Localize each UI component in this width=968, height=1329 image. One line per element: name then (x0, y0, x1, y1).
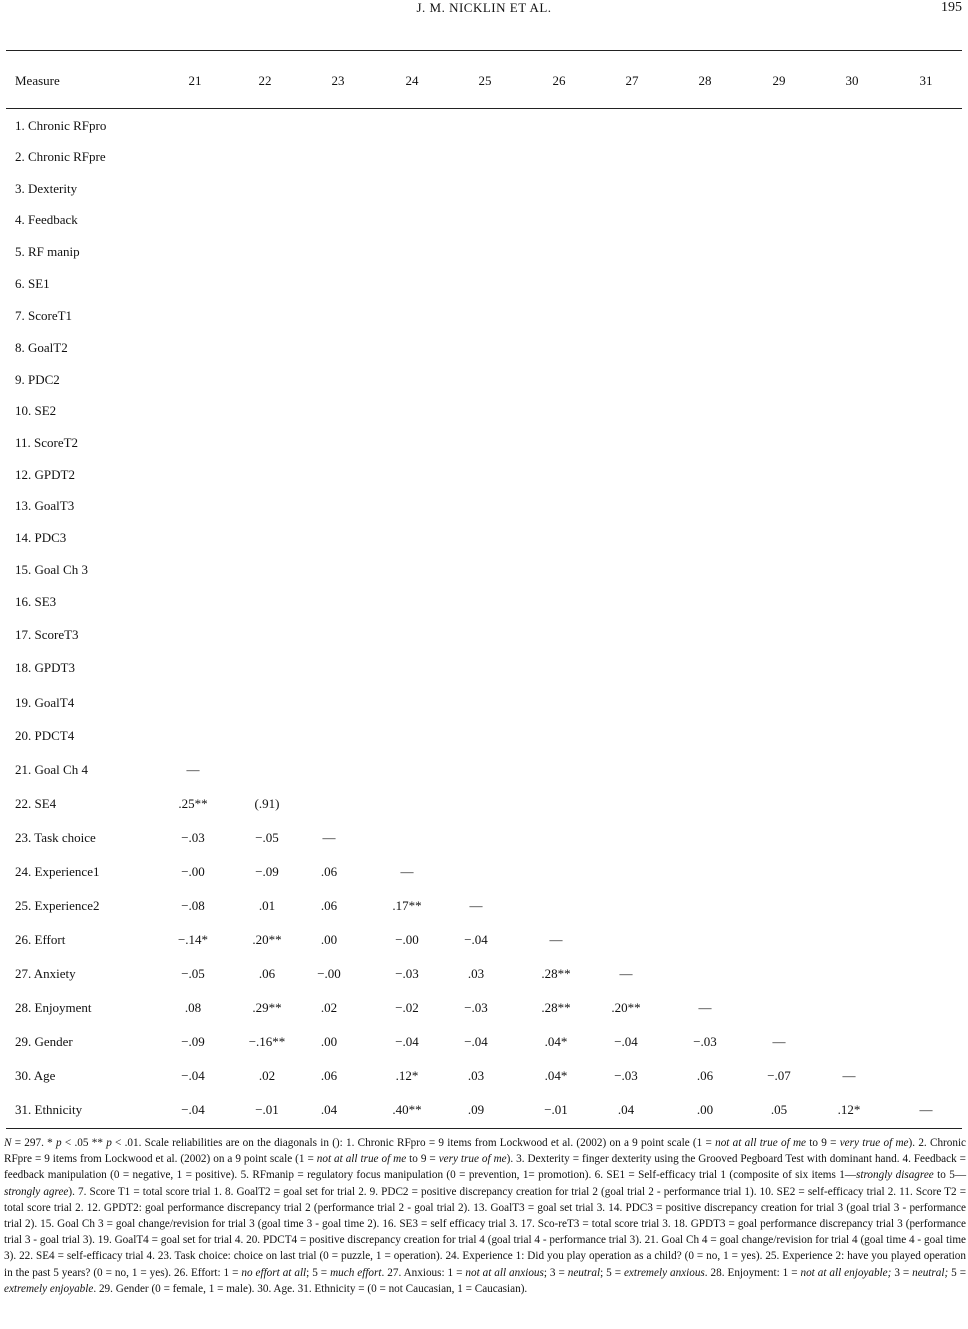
row-label: 16. SE3 (15, 594, 57, 609)
column-header-21: 21 (188, 73, 202, 88)
note-italic-text: very true of me (438, 1153, 507, 1166)
table-cell: −.16** (248, 1034, 286, 1049)
row-label: 11. ScoreT2 (15, 435, 79, 450)
note-text: < .01. Scale reliabilities are on the diagonals in (): 1. Chronic RFpro = 9 items from Lockwood et al. (2002) on a 9 point scale (1 = (111, 1137, 716, 1149)
table-cell: .20** (252, 932, 282, 947)
row-label: 27. Anxiety (15, 966, 76, 981)
note-italic-text: N (4, 1137, 12, 1149)
table-cell: — (772, 1034, 786, 1049)
table-cell: −.04 (181, 1102, 205, 1117)
row-label: 22. SE4 (15, 796, 57, 811)
note-italic-text: not at all enjoyable; (800, 1266, 892, 1279)
table-cell: −.03 (693, 1034, 717, 1049)
column-header-23: 23 (331, 73, 345, 88)
table-cell: .03 (467, 966, 485, 981)
table-cell: .02 (320, 1000, 338, 1015)
table-bottom-rule (6, 1128, 962, 1129)
table-cell: — (842, 1068, 856, 1083)
table-cell: .01 (258, 898, 276, 913)
table-cell: .06 (320, 864, 338, 879)
table-cell: — (469, 898, 483, 913)
table-cell: −.05 (181, 966, 205, 981)
note-italic-text: not at all true of me (316, 1153, 407, 1166)
row-label: 31. Ethnicity (15, 1102, 83, 1117)
table-cell: .05 (770, 1102, 788, 1117)
table-cell: .04* (544, 1068, 568, 1083)
table-head-rule (6, 108, 962, 109)
column-header-29: 29 (772, 73, 786, 88)
note-text: < .05 ** (61, 1137, 107, 1149)
table-note (4, 1135, 966, 1297)
column-header-28: 28 (698, 73, 712, 88)
table-cell: −.04 (464, 932, 488, 947)
row-label: 18. GPDT3 (15, 660, 75, 675)
table-cell: .28** (541, 1000, 571, 1015)
table-cell: — (322, 830, 336, 845)
column-header-30: 30 (845, 73, 859, 88)
table-cell: −.01 (255, 1102, 279, 1117)
table-cell: .28** (541, 966, 571, 981)
row-label: 24. Experience1 (15, 864, 100, 879)
note-italic-text: strongly disagree (856, 1169, 934, 1182)
column-header-31: 31 (919, 73, 933, 88)
note-italic-text: neutral; (912, 1266, 949, 1279)
row-label: 1. Chronic RFpro (15, 118, 107, 133)
note-text: ; 5 = (600, 1266, 624, 1279)
row-label: 9. PDC2 (15, 372, 60, 387)
table-cell: .00 (320, 932, 338, 947)
row-label: 29. Gender (15, 1034, 73, 1049)
row-label: 14. PDC3 (15, 530, 67, 545)
table-cell: .04 (617, 1102, 635, 1117)
row-label: 15. Goal Ch 3 (15, 562, 88, 577)
column-header-26: 26 (552, 73, 566, 88)
table-cell: .06 (320, 1068, 338, 1083)
table-cell: .17** (392, 898, 422, 913)
row-label: 20. PDCT4 (15, 728, 75, 743)
table-cell: (.91) (254, 796, 280, 811)
table-cell: .06 (696, 1068, 714, 1083)
row-label: 4. Feedback (15, 212, 78, 227)
note-text: 3 = (891, 1266, 913, 1279)
note-text: = 297. * (11, 1137, 57, 1149)
row-label: 8. GoalT2 (15, 340, 68, 355)
note-text: . 29. Gender (0 = female, 1 = male). 30. Age. 31. Ethnicity = (0 = not Caucasian, 1 = Caucasian). (93, 1282, 528, 1295)
table-cell: .40** (392, 1102, 422, 1117)
note-italic-text: not at all anxious (465, 1266, 544, 1279)
table-cell: −.03 (464, 1000, 488, 1015)
note-italic-text: much effort (330, 1266, 382, 1279)
column-header-24: 24 (405, 73, 419, 88)
note-text: to 5— (933, 1169, 967, 1182)
row-label: 19. GoalT4 (15, 695, 75, 710)
measure-column-header: Measure (15, 73, 60, 88)
table-cell: −.02 (395, 1000, 419, 1015)
table-cell: .12* (395, 1068, 419, 1083)
row-label: 21. Goal Ch 4 (15, 762, 88, 777)
note-text: ; 3 = (543, 1266, 568, 1279)
note-italic-text: p (56, 1137, 62, 1149)
table-cell: −.07 (767, 1068, 791, 1083)
table-cell: .09 (467, 1102, 485, 1117)
table-cell: — (919, 1102, 933, 1117)
table-top-rule (6, 50, 962, 51)
table-cell: −.03 (181, 830, 205, 845)
table-cell: −.09 (255, 864, 279, 879)
column-header-27: 27 (625, 73, 639, 88)
table-cell: — (619, 966, 633, 981)
row-label: 12. GPDT2 (15, 467, 75, 482)
note-italic-text: p (106, 1137, 112, 1149)
note-text: to 9 = (806, 1137, 840, 1149)
note-text: ). 2. Chronic RFpre = 9 items from Lockwood et al. (2002) on a 9 point scale (1 = (4, 1137, 967, 1166)
table-cell: .00 (320, 1034, 338, 1049)
note-italic-text: very true of me (839, 1137, 909, 1149)
table-cell: −.05 (255, 830, 279, 845)
table-cell: .06 (320, 898, 338, 913)
table-cell: .06 (258, 966, 276, 981)
note-italic-text: not at all true of me (715, 1137, 807, 1149)
table-cell: — (698, 1000, 712, 1015)
table-cell: −.01 (544, 1102, 568, 1117)
table-cell: −.00 (395, 932, 419, 947)
note-italic-text: strongly agree (4, 1185, 69, 1198)
table-cell: — (186, 762, 200, 777)
table-cell: −.04 (464, 1034, 488, 1049)
table-cell: .12* (837, 1102, 861, 1117)
table-cell: −.08 (181, 898, 205, 913)
note-text: ). 7. Score T1 = total score trial 1. 8. GoalT2 = goal set for trial 2. 9. PDC2 = positive discrepancy creation for trial 2 (goal trial 2 - performance trial 1). 10. SE2 = self-efficacy trial 2. 11. Score T2 = total score trial 2. 12. GPDT2: goal performance discrepancy trial 2 (performance trial 2 - goal trial 2). 13. GoalT3 = goal set trial 3. 14. PDC3 = positive discrepancy creation for trial 3 (goal trial 3 - performance trial 2). 15. Goal Ch 3 = goal change/revision for trial 3 (goal time 3 - goal time 2). 16. SE3 = self efficacy trial 3. 17. Sco-reT3 = total score trial 3. 18. GPDT3 = goal performance discrepancy trial 3 (performance trial 3 - goal trial 3). 19. GoalT4 = goal set for trial 4. 20. PDCT4 = positive discrepancy creation for trial 4 (goal trial 4 - performance trial 3). 21. Goal Ch 4 = goal change/revision for trial 4 (goal time 4 - goal time 3). 22. SE4 = self-efficacy trial 4. 23. Task choice: choice on last trial (0 = puzzle, 1 = operation). 24. Experience 1: Did you play operation as a child? (0 = no, 1 = yes). 25. Experience 2: have you played operation in the past 5 years? (0 = no, 1 = yes). 26. Effort: 1 = (4, 1185, 967, 1279)
note-italic-text: no effort at all (241, 1266, 307, 1279)
table-cell: .25** (178, 796, 208, 811)
table-cell: .20** (611, 1000, 641, 1015)
table-cell: — (400, 864, 414, 879)
table-cell: .04* (544, 1034, 568, 1049)
table-cell: −.03 (395, 966, 419, 981)
row-label: 7. ScoreT1 (15, 308, 73, 323)
table-cell: .00 (696, 1102, 714, 1117)
row-label: 23. Task choice (15, 830, 96, 845)
table-cell: .29** (252, 1000, 282, 1015)
row-label: 3. Dexterity (15, 181, 78, 196)
column-header-22: 22 (258, 73, 272, 88)
table-cell: −.00 (317, 966, 341, 981)
note-text: 5 = (948, 1266, 967, 1279)
table-cell: −.04 (395, 1034, 419, 1049)
table-cell: .08 (184, 1000, 202, 1015)
row-label: 26. Effort (15, 932, 66, 947)
running-head: J. M. NICKLIN ET AL. (416, 0, 552, 15)
note-italic-text: neutral (567, 1266, 601, 1279)
row-label: 2. Chronic RFpre (15, 149, 106, 164)
table-cell: −.14* (177, 932, 209, 947)
note-text: ). 3. Dexterity = finger dexterity using the Grooved Pegboard Test with dominant hand. 4. Feedback = feedback manipulation (0 = negative, 1 = positive). 5. RFmanip = regulatory focus manipulation (0 = prevention, 1= promotion). 6. SE1 = Self-efficacy trial 1 (composite of six items 1— (4, 1153, 966, 1182)
table-cell: −.03 (614, 1068, 638, 1083)
note-text: to 9 = (406, 1153, 439, 1166)
table-cell: .03 (467, 1068, 485, 1083)
table-cell: −.09 (181, 1034, 205, 1049)
table-cell: −.04 (614, 1034, 638, 1049)
row-label: 13. GoalT3 (15, 498, 75, 513)
table-cell: −.04 (181, 1068, 205, 1083)
note-text: . 27. Anxious: 1 = (381, 1266, 466, 1279)
row-label: 6. SE1 (15, 276, 50, 291)
table-cell: — (549, 932, 563, 947)
note-italic-text: extremely enjoyable (4, 1282, 94, 1295)
row-label: 17. ScoreT3 (15, 627, 79, 642)
row-label: 28. Enjoyment (15, 1000, 92, 1015)
table-cell: −.00 (181, 864, 205, 879)
column-header-25: 25 (478, 73, 492, 88)
row-label: 25. Experience2 (15, 898, 100, 913)
table-cell: .04 (320, 1102, 338, 1117)
page-number: 195 (941, 0, 962, 15)
note-text: ; 5 = (306, 1266, 331, 1279)
row-label: 30. Age (15, 1068, 56, 1083)
row-label: 10. SE2 (15, 403, 57, 418)
note-italic-text: extremely anxious (623, 1266, 705, 1279)
running-header (0, 0, 968, 20)
note-text: . 28. Enjoyment: 1 = (704, 1266, 801, 1279)
row-label: 5. RF manip (15, 244, 80, 259)
table-cell: .02 (258, 1068, 276, 1083)
